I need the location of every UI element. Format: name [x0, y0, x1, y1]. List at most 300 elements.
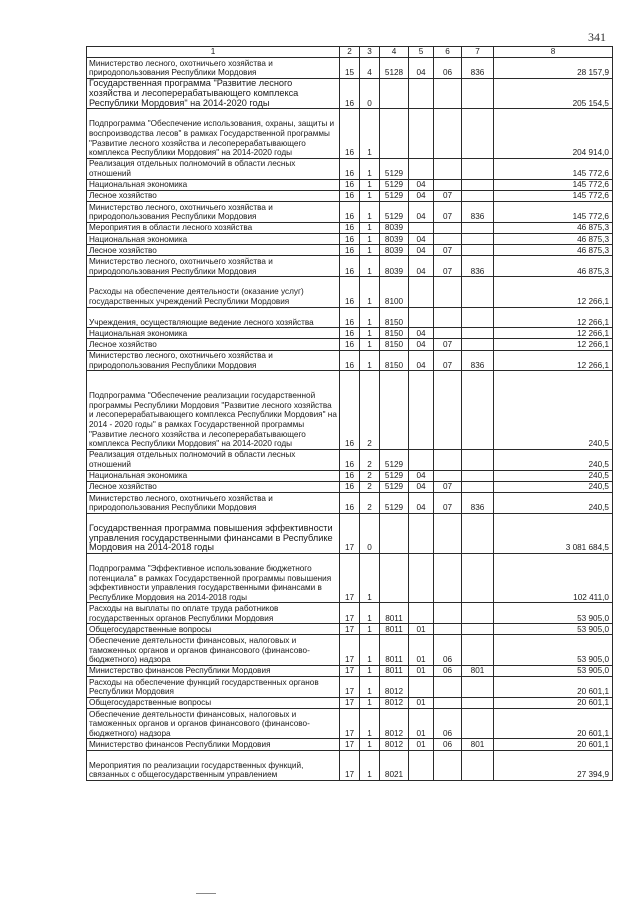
scan-mark [196, 893, 216, 894]
row-name: Министерство лесного, охотничьего хозяйства и природопользования Республики Мордовия [87, 256, 340, 277]
cell-amount: 240,5 [494, 371, 613, 449]
cell-subsection [434, 78, 462, 108]
row-name: Национальная экономика [87, 328, 340, 339]
cell-amount: 3 081 684,5 [494, 513, 613, 553]
row-name: Реализация отдельных полномочий в области лесных отношений [87, 158, 340, 179]
table-row [87, 665, 613, 676]
cell-amount: 102 411,0 [494, 553, 613, 603]
column-header: 6 [434, 47, 462, 58]
cell-code: 16 [340, 179, 360, 190]
cell-subcode: 0 [360, 78, 380, 108]
cell-target: 5129 [380, 179, 409, 190]
row-name: Министерство финансов Республики Мордовия [87, 665, 340, 676]
cell-subcode: 1 [360, 553, 380, 603]
table-row [87, 676, 613, 697]
cell-code: 16 [340, 493, 360, 514]
cell-subcode: 1 [360, 697, 380, 708]
row-name: Подпрограмма "Обеспечение реализации государственной программы Республики Мордовия "Развитие лесного хозяйства и лесоперерабатывающего комплекса Республики Мордовия" на 2014 - 2020 годы" в рамках Государственной программы "Развитие лесного хозяйства и лесоперерабатывающего комплекса Республики Мордовия" на 2014-2020 годы [87, 371, 340, 449]
cell-section: 04 [409, 328, 434, 339]
row-name: Мероприятия в области лесного хозяйства [87, 222, 340, 233]
cell-target: 8150 [380, 328, 409, 339]
cell-target [380, 78, 409, 108]
cell-subcode: 1 [360, 603, 380, 624]
cell-department [462, 233, 494, 244]
table-row [87, 708, 613, 738]
cell-amount: 145 772,6 [494, 158, 613, 179]
cell-code: 16 [340, 470, 360, 481]
cell-code: 16 [340, 109, 360, 159]
page-number: 341 [588, 30, 606, 44]
cell-code: 17 [340, 624, 360, 635]
cell-code: 16 [340, 190, 360, 201]
cell-target: 8012 [380, 708, 409, 738]
cell-subcode: 1 [360, 256, 380, 277]
table-row [87, 470, 613, 481]
cell-subcode: 1 [360, 307, 380, 328]
cell-amount: 240,5 [494, 470, 613, 481]
cell-target: 8150 [380, 339, 409, 350]
cell-section [409, 603, 434, 624]
table-row [87, 233, 613, 244]
cell-subsection [434, 277, 462, 307]
cell-department [462, 513, 494, 553]
table-row [87, 158, 613, 179]
row-name: Государственная программа повышения эффективности управления государственными финансами в Республике Мордовия на 2014-2018 годы [87, 513, 340, 553]
row-name: Расходы на обеспечение деятельности (оказание услуг) государственных учреждений Республики Мордовия [87, 277, 340, 307]
table-row [87, 449, 613, 470]
cell-subcode: 1 [360, 277, 380, 307]
cell-department [462, 245, 494, 256]
cell-target [380, 513, 409, 553]
row-name: Государственная программа "Развитие лесного хозяйства и лесоперерабатывающего комплекса Республики Мордовия" на 2014-2020 годы [87, 78, 340, 108]
cell-subcode: 1 [360, 190, 380, 201]
cell-department [462, 109, 494, 159]
table-row [87, 109, 613, 159]
cell-code: 17 [340, 665, 360, 676]
cell-code: 16 [340, 371, 360, 449]
cell-amount: 46 875,3 [494, 233, 613, 244]
row-name: Лесное хозяйство [87, 481, 340, 492]
cell-amount: 53 905,0 [494, 635, 613, 665]
table-row [87, 635, 613, 665]
cell-section: 04 [409, 339, 434, 350]
cell-section: 01 [409, 708, 434, 738]
cell-subcode: 1 [360, 624, 380, 635]
table-row [87, 328, 613, 339]
cell-department: 836 [462, 58, 494, 79]
cell-section: 04 [409, 179, 434, 190]
cell-amount: 53 905,0 [494, 603, 613, 624]
cell-target [380, 109, 409, 159]
cell-target: 8039 [380, 222, 409, 233]
cell-subsection: 07 [434, 245, 462, 256]
cell-department: 836 [462, 350, 494, 371]
cell-subsection: 06 [434, 665, 462, 676]
cell-code: 17 [340, 708, 360, 738]
cell-subcode: 1 [360, 158, 380, 179]
cell-code: 16 [340, 350, 360, 371]
cell-section: 04 [409, 190, 434, 201]
cell-department [462, 339, 494, 350]
table-row [87, 78, 613, 108]
cell-subcode: 1 [360, 339, 380, 350]
table-row [87, 256, 613, 277]
cell-section [409, 307, 434, 328]
cell-subcode: 1 [360, 708, 380, 738]
cell-subcode: 1 [360, 201, 380, 222]
cell-target [380, 553, 409, 603]
cell-subcode: 2 [360, 481, 380, 492]
cell-target: 8039 [380, 233, 409, 244]
column-header: 5 [409, 47, 434, 58]
cell-section [409, 277, 434, 307]
cell-target: 5128 [380, 58, 409, 79]
cell-subsection [434, 513, 462, 553]
cell-subcode: 1 [360, 328, 380, 339]
column-header: 2 [340, 47, 360, 58]
cell-subcode: 1 [360, 739, 380, 750]
table-row [87, 245, 613, 256]
cell-department [462, 277, 494, 307]
cell-department [462, 676, 494, 697]
cell-department [462, 481, 494, 492]
cell-subsection [434, 624, 462, 635]
row-name: Подпрограмма "Эффективное использование бюджетного потенциала" в рамках Государственной программы повышения эффективности управления государственными финансами в Республике Мордовия на 2014-2018 годы [87, 553, 340, 603]
cell-section [409, 750, 434, 780]
cell-code: 17 [340, 603, 360, 624]
cell-target: 8012 [380, 697, 409, 708]
cell-subcode: 2 [360, 449, 380, 470]
header-row [87, 47, 613, 58]
cell-subsection: 06 [434, 58, 462, 79]
cell-target: 8012 [380, 676, 409, 697]
table-row [87, 750, 613, 780]
cell-target: 8150 [380, 307, 409, 328]
cell-code: 17 [340, 676, 360, 697]
cell-target: 5129 [380, 470, 409, 481]
row-name: Обеспечение деятельности финансовых, налоговых и таможенных органов и органов финансового (финансово-бюджетного) надзора [87, 635, 340, 665]
cell-code: 16 [340, 481, 360, 492]
cell-section [409, 158, 434, 179]
cell-amount: 46 875,3 [494, 256, 613, 277]
cell-subsection [434, 158, 462, 179]
cell-department [462, 307, 494, 328]
table-row [87, 339, 613, 350]
cell-code: 16 [340, 158, 360, 179]
cell-section: 04 [409, 256, 434, 277]
cell-department [462, 635, 494, 665]
cell-amount: 240,5 [494, 449, 613, 470]
budget-table [86, 46, 613, 781]
cell-department: 836 [462, 256, 494, 277]
table-row [87, 277, 613, 307]
cell-target: 5129 [380, 449, 409, 470]
cell-department: 801 [462, 665, 494, 676]
table-body [87, 47, 613, 781]
cell-subcode: 1 [360, 665, 380, 676]
cell-subsection [434, 603, 462, 624]
row-name: Расходы на обеспечение функций государственных органов Республики Мордовия [87, 676, 340, 697]
cell-amount: 240,5 [494, 493, 613, 514]
row-name: Министерство финансов Республики Мордовия [87, 739, 340, 750]
cell-amount: 46 875,3 [494, 222, 613, 233]
cell-code: 16 [340, 245, 360, 256]
cell-target [380, 371, 409, 449]
cell-code: 15 [340, 58, 360, 79]
cell-section [409, 513, 434, 553]
cell-section: 01 [409, 739, 434, 750]
cell-amount: 53 905,0 [494, 665, 613, 676]
cell-code: 16 [340, 277, 360, 307]
cell-code: 17 [340, 739, 360, 750]
cell-target: 8150 [380, 350, 409, 371]
row-name: Общегосударственные вопросы [87, 624, 340, 635]
cell-section: 01 [409, 665, 434, 676]
cell-code: 17 [340, 635, 360, 665]
cell-section: 01 [409, 697, 434, 708]
cell-subcode: 1 [360, 233, 380, 244]
cell-section: 04 [409, 481, 434, 492]
cell-code: 17 [340, 553, 360, 603]
cell-target: 5129 [380, 158, 409, 179]
cell-subcode: 2 [360, 470, 380, 481]
cell-subsection [434, 179, 462, 190]
cell-department [462, 158, 494, 179]
cell-target: 8021 [380, 750, 409, 780]
cell-department [462, 697, 494, 708]
row-name: Министерство лесного, охотничьего хозяйства и природопользования Республики Мордовия [87, 493, 340, 514]
cell-target: 5129 [380, 190, 409, 201]
row-name: Мероприятия по реализации государственных функций, связанных с общегосударственным управлением [87, 750, 340, 780]
cell-amount: 27 394,9 [494, 750, 613, 780]
cell-amount: 205 154,5 [494, 78, 613, 108]
cell-section: 01 [409, 624, 434, 635]
cell-department [462, 78, 494, 108]
cell-department [462, 179, 494, 190]
cell-section: 04 [409, 470, 434, 481]
cell-subcode: 1 [360, 350, 380, 371]
cell-subsection [434, 233, 462, 244]
cell-target: 5129 [380, 481, 409, 492]
cell-subcode: 1 [360, 179, 380, 190]
cell-section: 01 [409, 635, 434, 665]
table-row [87, 222, 613, 233]
row-name: Лесное хозяйство [87, 190, 340, 201]
cell-code: 16 [340, 78, 360, 108]
cell-subsection [434, 750, 462, 780]
cell-section [409, 676, 434, 697]
cell-amount: 12 266,1 [494, 350, 613, 371]
cell-target: 8011 [380, 635, 409, 665]
column-header: 1 [87, 47, 340, 58]
cell-amount: 12 266,1 [494, 307, 613, 328]
cell-section [409, 78, 434, 108]
cell-subcode: 4 [360, 58, 380, 79]
row-name: Национальная экономика [87, 179, 340, 190]
cell-department [462, 708, 494, 738]
table-row [87, 201, 613, 222]
cell-department: 801 [462, 739, 494, 750]
cell-section: 04 [409, 201, 434, 222]
cell-department [462, 603, 494, 624]
cell-target: 8011 [380, 624, 409, 635]
column-header: 3 [360, 47, 380, 58]
cell-code: 17 [340, 750, 360, 780]
cell-subcode: 1 [360, 245, 380, 256]
table-row [87, 603, 613, 624]
cell-subsection [434, 109, 462, 159]
cell-subcode: 1 [360, 635, 380, 665]
table-row [87, 190, 613, 201]
cell-department [462, 371, 494, 449]
cell-amount: 240,5 [494, 481, 613, 492]
row-name: Общегосударственные вопросы [87, 697, 340, 708]
cell-subsection [434, 307, 462, 328]
cell-amount: 20 601,1 [494, 697, 613, 708]
cell-subsection [434, 371, 462, 449]
row-name: Реализация отдельных полномочий в области лесных отношений [87, 449, 340, 470]
cell-code: 17 [340, 513, 360, 553]
column-header: 4 [380, 47, 409, 58]
cell-subsection [434, 553, 462, 603]
cell-subcode: 0 [360, 513, 380, 553]
cell-target: 8039 [380, 245, 409, 256]
table-row [87, 513, 613, 553]
cell-target: 8039 [380, 256, 409, 277]
cell-code: 16 [340, 449, 360, 470]
cell-subsection: 06 [434, 635, 462, 665]
cell-code: 16 [340, 307, 360, 328]
cell-department [462, 553, 494, 603]
cell-section [409, 553, 434, 603]
cell-subsection: 07 [434, 350, 462, 371]
cell-section [409, 371, 434, 449]
row-name: Министерство лесного, охотничьего хозяйства и природопользования Республики Мордовия [87, 58, 340, 79]
table-row [87, 179, 613, 190]
cell-amount: 12 266,1 [494, 277, 613, 307]
row-name: Обеспечение деятельности финансовых, налоговых и таможенных органов и органов финансового (финансово-бюджетного) надзора [87, 708, 340, 738]
cell-code: 16 [340, 256, 360, 277]
table-row [87, 553, 613, 603]
cell-department [462, 190, 494, 201]
table-row [87, 624, 613, 635]
cell-department [462, 449, 494, 470]
cell-subcode: 1 [360, 750, 380, 780]
cell-subsection: 06 [434, 739, 462, 750]
cell-department [462, 222, 494, 233]
cell-code: 16 [340, 233, 360, 244]
row-name: Лесное хозяйство [87, 339, 340, 350]
cell-department: 836 [462, 493, 494, 514]
cell-subsection [434, 449, 462, 470]
cell-subsection [434, 470, 462, 481]
cell-subsection [434, 676, 462, 697]
cell-amount: 145 772,6 [494, 179, 613, 190]
cell-subsection [434, 697, 462, 708]
cell-target: 5129 [380, 493, 409, 514]
cell-section: 04 [409, 350, 434, 371]
cell-amount: 12 266,1 [494, 328, 613, 339]
row-name: Лесное хозяйство [87, 245, 340, 256]
cell-amount: 28 157,9 [494, 58, 613, 79]
table-row [87, 58, 613, 79]
cell-amount: 20 601,1 [494, 739, 613, 750]
cell-section [409, 449, 434, 470]
table-row [87, 350, 613, 371]
table-row [87, 481, 613, 492]
row-name: Учреждения, осуществляющие ведение лесного хозяйства [87, 307, 340, 328]
row-name: Подпрограмма "Обеспечение использования, охраны, защиты и воспроизводства лесов" в рамках Государственной программы "Развитие лесного хозяйства и лесоперерабатывающего комплекса Республики Мордовия" на 2014-2020 годы [87, 109, 340, 159]
row-name: Министерство лесного, охотничьего хозяйства и природопользования Республики Мордовия [87, 201, 340, 222]
table-row [87, 697, 613, 708]
cell-amount: 20 601,1 [494, 708, 613, 738]
cell-subsection [434, 328, 462, 339]
cell-subsection: 07 [434, 339, 462, 350]
cell-subsection [434, 222, 462, 233]
cell-amount: 20 601,1 [494, 676, 613, 697]
cell-subcode: 1 [360, 222, 380, 233]
cell-code: 16 [340, 222, 360, 233]
cell-department: 836 [462, 201, 494, 222]
cell-section: 04 [409, 493, 434, 514]
cell-subsection: 07 [434, 481, 462, 492]
cell-target: 8011 [380, 665, 409, 676]
cell-section [409, 222, 434, 233]
table-row [87, 493, 613, 514]
cell-code: 16 [340, 328, 360, 339]
column-header: 7 [462, 47, 494, 58]
cell-target: 8011 [380, 603, 409, 624]
cell-subsection: 07 [434, 201, 462, 222]
cell-amount: 12 266,1 [494, 339, 613, 350]
cell-subcode: 2 [360, 493, 380, 514]
cell-subcode: 1 [360, 676, 380, 697]
cell-department [462, 624, 494, 635]
row-name: Национальная экономика [87, 470, 340, 481]
cell-section: 04 [409, 58, 434, 79]
cell-target: 8012 [380, 739, 409, 750]
cell-subsection: 07 [434, 256, 462, 277]
cell-amount: 145 772,6 [494, 201, 613, 222]
table-row [87, 371, 613, 449]
cell-department [462, 470, 494, 481]
cell-section: 04 [409, 245, 434, 256]
row-name: Расходы на выплаты по оплате труда работников государственных органов Республики Мордовия [87, 603, 340, 624]
cell-amount: 46 875,3 [494, 245, 613, 256]
cell-code: 17 [340, 697, 360, 708]
cell-subsection: 07 [434, 493, 462, 514]
cell-subsection: 07 [434, 190, 462, 201]
cell-section [409, 109, 434, 159]
cell-section: 04 [409, 233, 434, 244]
cell-subcode: 2 [360, 371, 380, 449]
cell-subcode: 1 [360, 109, 380, 159]
cell-department [462, 750, 494, 780]
cell-target: 5129 [380, 201, 409, 222]
cell-target: 8100 [380, 277, 409, 307]
cell-amount: 53 905,0 [494, 624, 613, 635]
table-row [87, 307, 613, 328]
cell-amount: 204 914,0 [494, 109, 613, 159]
cell-department [462, 328, 494, 339]
cell-code: 16 [340, 201, 360, 222]
column-header: 8 [494, 47, 613, 58]
table-row [87, 739, 613, 750]
cell-subsection: 06 [434, 708, 462, 738]
row-name: Министерство лесного, охотничьего хозяйства и природопользования Республики Мордовия [87, 350, 340, 371]
row-name: Национальная экономика [87, 233, 340, 244]
cell-amount: 145 772,6 [494, 190, 613, 201]
